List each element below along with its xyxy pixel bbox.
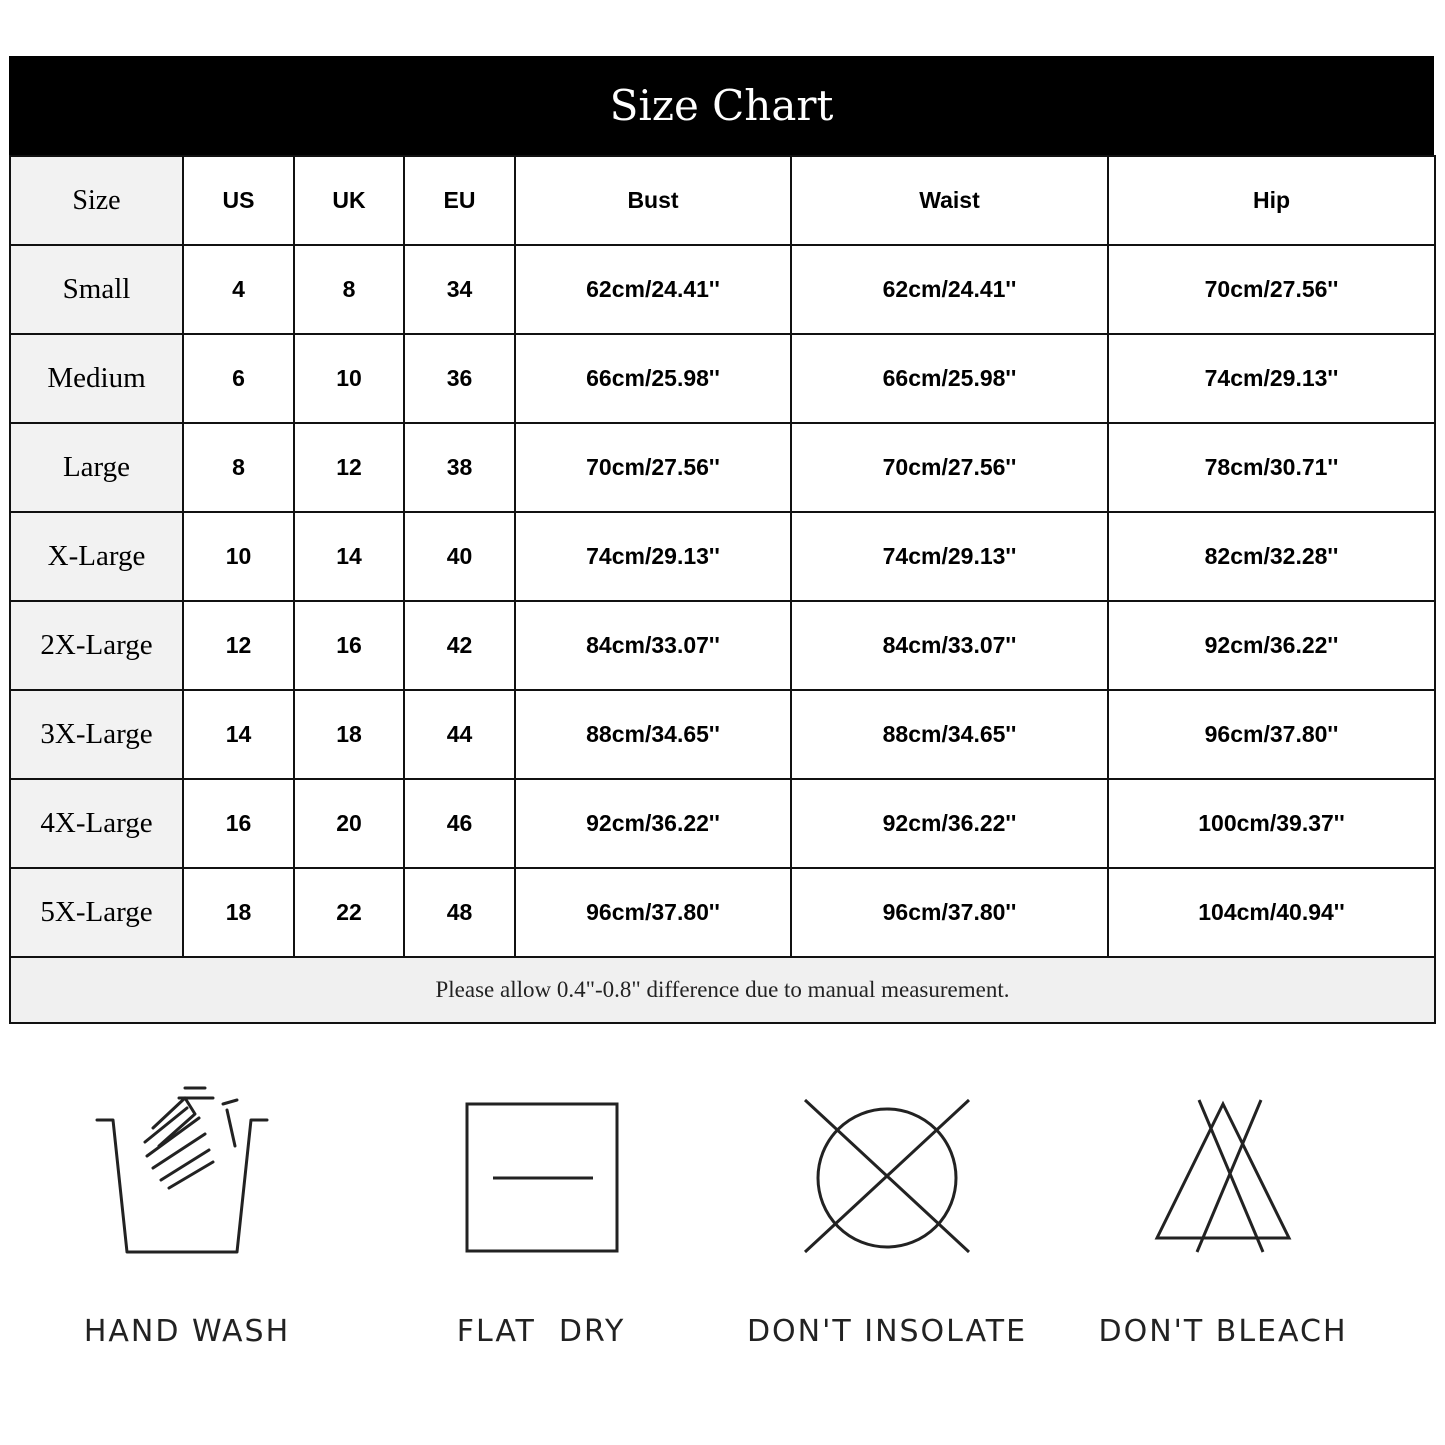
size-cell: Small — [10, 245, 183, 334]
note-row — [10, 957, 1435, 1023]
bust-cell: 62cm/24.41'' — [515, 245, 791, 334]
column-header-eu: EU — [404, 156, 515, 245]
eu-cell: 34 — [404, 245, 515, 334]
bust-cell: 88cm/34.65'' — [515, 690, 791, 779]
waist-cell: 74cm/29.13'' — [791, 512, 1108, 601]
us-cell: 12 — [183, 601, 294, 690]
table-row — [10, 334, 1435, 423]
measurement-note: Please allow 0.4"-0.8" difference due to manual measurement. — [10, 957, 1435, 1023]
hand-wash-icon — [87, 1080, 287, 1262]
uk-cell: 14 — [294, 512, 404, 601]
uk-cell: 16 — [294, 601, 404, 690]
table-row — [10, 779, 1435, 868]
column-header-bust: Bust — [515, 156, 791, 245]
care-label-dont-bleach: DON'T BLEACH — [1098, 1314, 1348, 1349]
dont-bleach-icon — [1123, 1080, 1323, 1262]
size-cell: 4X-Large — [10, 779, 183, 868]
header-row — [10, 156, 1435, 245]
care-label-hand-wash: HAND WASH — [83, 1314, 291, 1349]
table-row — [10, 423, 1435, 512]
uk-cell: 12 — [294, 423, 404, 512]
bust-cell: 74cm/29.13'' — [515, 512, 791, 601]
us-cell: 4 — [183, 245, 294, 334]
size-table — [9, 155, 1436, 1024]
column-header-uk: UK — [294, 156, 404, 245]
hip-cell: 92cm/36.22'' — [1108, 601, 1435, 690]
bust-cell: 96cm/37.80'' — [515, 868, 791, 957]
size-chart — [9, 56, 1434, 1024]
hip-cell: 104cm/40.94'' — [1108, 868, 1435, 957]
us-cell: 6 — [183, 334, 294, 423]
eu-cell: 36 — [404, 334, 515, 423]
table-row — [10, 512, 1435, 601]
us-cell: 16 — [183, 779, 294, 868]
hip-cell: 70cm/27.56'' — [1108, 245, 1435, 334]
uk-cell: 18 — [294, 690, 404, 779]
care-item-dont-bleach — [1058, 1080, 1388, 1349]
hip-cell: 78cm/30.71'' — [1108, 423, 1435, 512]
column-header-size: Size — [10, 156, 183, 245]
us-cell: 14 — [183, 690, 294, 779]
us-cell: 8 — [183, 423, 294, 512]
waist-cell: 84cm/33.07'' — [791, 601, 1108, 690]
waist-cell: 92cm/36.22'' — [791, 779, 1108, 868]
eu-cell: 40 — [404, 512, 515, 601]
waist-cell: 96cm/37.80'' — [791, 868, 1108, 957]
hip-cell: 82cm/32.28'' — [1108, 512, 1435, 601]
uk-cell: 8 — [294, 245, 404, 334]
us-cell: 10 — [183, 512, 294, 601]
eu-cell: 44 — [404, 690, 515, 779]
eu-cell: 38 — [404, 423, 515, 512]
table-row — [10, 868, 1435, 957]
flat-dry-icon — [441, 1080, 641, 1262]
care-label-dont-insolate: DON'T INSOLATE — [746, 1314, 1028, 1349]
size-cell: 2X-Large — [10, 601, 183, 690]
table-row — [10, 601, 1435, 690]
hip-cell: 74cm/29.13'' — [1108, 334, 1435, 423]
size-cell: Medium — [10, 334, 183, 423]
dont-insolate-icon — [787, 1080, 987, 1262]
size-cell: Large — [10, 423, 183, 512]
size-cell: X-Large — [10, 512, 183, 601]
hip-cell: 96cm/37.80'' — [1108, 690, 1435, 779]
waist-cell: 66cm/25.98'' — [791, 334, 1108, 423]
column-header-hip: Hip — [1108, 156, 1435, 245]
size-cell: 5X-Large — [10, 868, 183, 957]
us-cell: 18 — [183, 868, 294, 957]
care-item-dont-insolate — [722, 1080, 1052, 1349]
size-cell: 3X-Large — [10, 690, 183, 779]
bust-cell: 66cm/25.98'' — [515, 334, 791, 423]
care-instructions — [0, 1080, 1445, 1380]
eu-cell: 46 — [404, 779, 515, 868]
bust-cell: 70cm/27.56'' — [515, 423, 791, 512]
care-item-hand-wash — [22, 1080, 352, 1349]
table-row — [10, 690, 1435, 779]
eu-cell: 42 — [404, 601, 515, 690]
uk-cell: 22 — [294, 868, 404, 957]
waist-cell: 62cm/24.41'' — [791, 245, 1108, 334]
column-header-waist: Waist — [791, 156, 1108, 245]
waist-cell: 88cm/34.65'' — [791, 690, 1108, 779]
table-row — [10, 245, 1435, 334]
care-item-flat-dry — [376, 1080, 706, 1349]
uk-cell: 20 — [294, 779, 404, 868]
waist-cell: 70cm/27.56'' — [791, 423, 1108, 512]
care-label-flat-dry: FLAT DRY — [456, 1314, 626, 1349]
size-chart-title: Size Chart — [9, 56, 1434, 155]
bust-cell: 84cm/33.07'' — [515, 601, 791, 690]
eu-cell: 48 — [404, 868, 515, 957]
bust-cell: 92cm/36.22'' — [515, 779, 791, 868]
hip-cell: 100cm/39.37'' — [1108, 779, 1435, 868]
column-header-us: US — [183, 156, 294, 245]
uk-cell: 10 — [294, 334, 404, 423]
